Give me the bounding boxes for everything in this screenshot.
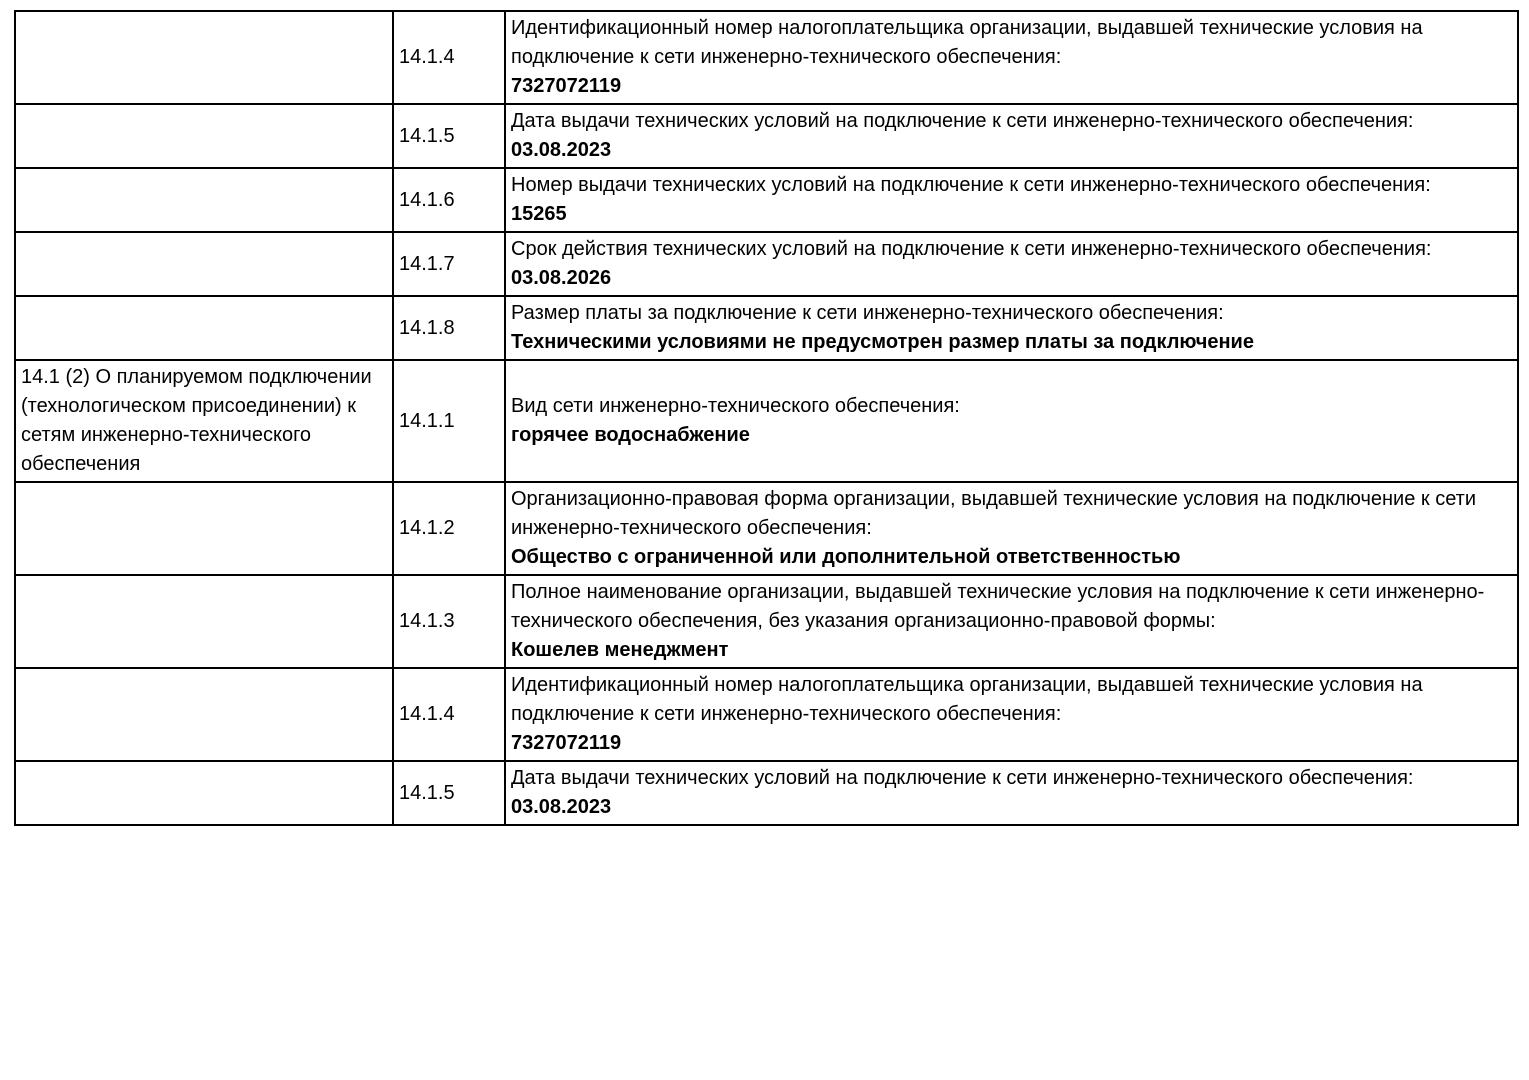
item-label: Дата выдачи технических условий на подключение к сети инженерно-технического обеспечения:: [511, 110, 1414, 132]
item-number: 14.1.4: [399, 46, 455, 68]
section-cell: [15, 104, 393, 168]
table-row: [15, 11, 1518, 104]
item-number: 14.1.4: [399, 703, 455, 725]
item-value: 7327072119: [511, 75, 622, 97]
item-label: Полное наименование организации, выдавшей технические условия на подключение к сети инженерно-технического обеспечения, без указания организационно-правовой формы:: [511, 581, 1485, 632]
item-number-cell: [393, 575, 505, 668]
item-value: Кошелев менеджмент: [511, 639, 729, 661]
section-cell: [15, 668, 393, 761]
item-number: 14.1.2: [399, 517, 455, 539]
item-label: Дата выдачи технических условий на подключение к сети инженерно-технического обеспечения:: [511, 767, 1414, 789]
item-content-cell: [505, 232, 1518, 296]
item-value: 7327072119: [511, 732, 622, 754]
item-label: Вид сети инженерно-технического обеспечения:: [511, 395, 960, 417]
item-number-cell: [393, 232, 505, 296]
table-row: [15, 104, 1518, 168]
section-cell: [15, 232, 393, 296]
section-cell: [15, 482, 393, 575]
table-row: [15, 575, 1518, 668]
table-row: [15, 482, 1518, 575]
table-row: [15, 761, 1518, 825]
item-label: Идентификационный номер налогоплательщика организации, выдавшей технические условия на подключение к сети инженерно-технического обеспечения:: [511, 674, 1423, 725]
section-cell: [15, 168, 393, 232]
item-content-cell: [505, 482, 1518, 575]
section-cell: [15, 761, 393, 825]
item-number-cell: [393, 104, 505, 168]
item-number-cell: [393, 761, 505, 825]
item-content-cell: [505, 296, 1518, 360]
table-row: [15, 232, 1518, 296]
table-row: [15, 360, 1518, 482]
item-number: 14.1.6: [399, 188, 455, 211]
item-number: 14.1.8: [399, 316, 455, 339]
section-cell: [15, 575, 393, 668]
item-number: 14.1.3: [399, 610, 455, 632]
item-label: Идентификационный номер налогоплательщика организации, выдавшей технические условия на подключение к сети инженерно-технического обеспечения:: [511, 17, 1423, 68]
section-label-cell: 14.1 (2) О планируемом подключении (технологическом присоединении) к сетям инженерно-технического обеспечения: [15, 360, 393, 482]
item-label: Номер выдачи технических условий на подключение к сети инженерно-технического обеспечения:: [511, 174, 1431, 196]
item-number-cell: [393, 11, 505, 104]
item-content-cell: [505, 168, 1518, 232]
item-label: Организационно-правовая форма организации, выдавшей технические условия на подключение к сети инженерно-технического обеспечения:: [511, 488, 1476, 539]
item-number: 14.1.1: [399, 409, 455, 432]
item-label: Размер платы за подключение к сети инженерно-технического обеспечения:: [511, 302, 1224, 324]
item-number-cell: [393, 360, 505, 482]
table-body: [15, 11, 1518, 825]
item-number-cell: [393, 168, 505, 232]
section-cell: [15, 11, 393, 104]
item-number-cell: [393, 668, 505, 761]
item-content-cell: [505, 761, 1518, 825]
item-value: 03.08.2026: [511, 267, 612, 289]
item-number-cell: [393, 296, 505, 360]
table-row: [15, 168, 1518, 232]
section-cell: [15, 296, 393, 360]
item-number-cell: [393, 482, 505, 575]
table-row: [15, 296, 1518, 360]
item-number: 14.1.5: [399, 781, 455, 804]
table-row: [15, 668, 1518, 761]
item-content-cell: [505, 11, 1518, 104]
item-content-cell: [505, 575, 1518, 668]
item-value: 03.08.2023: [511, 139, 612, 161]
item-value: Техническими условиями не предусмотрен размер платы за подключение: [511, 331, 1254, 353]
item-content-cell: [505, 360, 1518, 482]
item-label: Срок действия технических условий на подключение к сети инженерно-технического обеспечения:: [511, 238, 1432, 260]
item-content-cell: [505, 668, 1518, 761]
item-content-cell: [505, 104, 1518, 168]
item-number: 14.1.7: [399, 252, 455, 275]
declaration-table: [14, 10, 1519, 826]
item-value: 03.08.2023: [511, 796, 612, 818]
item-value: 15265: [511, 203, 567, 225]
item-value: горячее водоснабжение: [511, 424, 750, 446]
item-number: 14.1.5: [399, 124, 455, 147]
item-value: Общество с ограниченной или дополнительной ответственностью: [511, 546, 1181, 568]
